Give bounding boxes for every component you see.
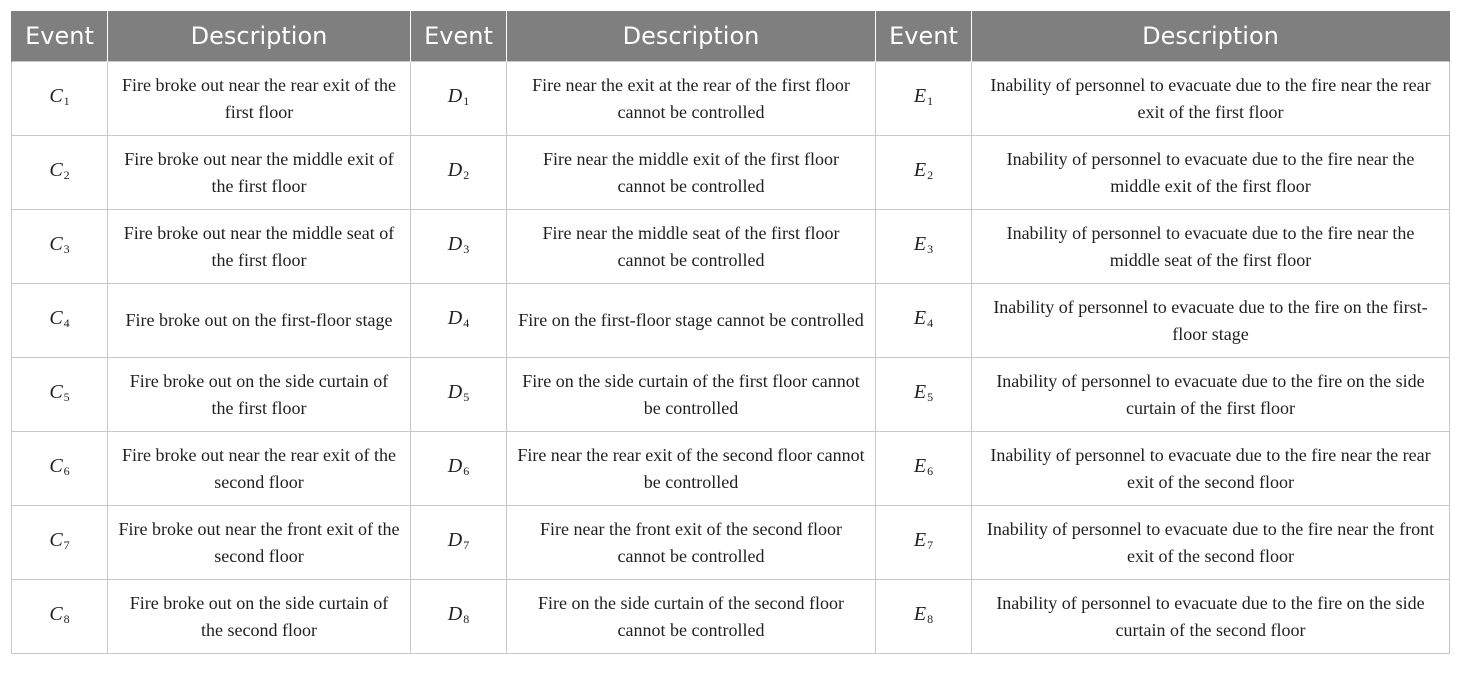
event-letter: D bbox=[447, 454, 463, 477]
description-cell: Inability of personnel to evacuate due to the fire near the front exit of the second floor bbox=[972, 506, 1450, 580]
description-cell: Inability of personnel to evacuate due to the fire on the first-floor stage bbox=[972, 284, 1450, 358]
event-subscript: 7 bbox=[927, 537, 934, 552]
description-cell: Fire near the exit at the rear of the first floor cannot be controlled bbox=[507, 62, 876, 136]
event-letter: E bbox=[913, 528, 927, 551]
event-subscript: 2 bbox=[463, 167, 470, 182]
event-cell bbox=[411, 580, 507, 654]
event-cell bbox=[12, 210, 108, 284]
table-row bbox=[12, 432, 1450, 506]
description-cell: Fire broke out near the rear exit of the first floor bbox=[108, 62, 411, 136]
event-subscript: 2 bbox=[63, 167, 70, 182]
table-row bbox=[12, 136, 1450, 210]
event-cell bbox=[12, 432, 108, 506]
header-row bbox=[12, 11, 1450, 62]
table-row bbox=[12, 580, 1450, 654]
event-cell bbox=[876, 580, 972, 654]
event-cell bbox=[12, 506, 108, 580]
description-cell: Fire near the middle exit of the first floor cannot be controlled bbox=[507, 136, 876, 210]
event-cell bbox=[876, 284, 972, 358]
header-event-d: Event bbox=[411, 11, 507, 62]
event-cell bbox=[411, 62, 507, 136]
event-cell bbox=[12, 358, 108, 432]
event-cell bbox=[876, 506, 972, 580]
header-description-d: Description bbox=[507, 11, 876, 62]
description-cell: Fire broke out near the middle seat of the first floor bbox=[108, 210, 411, 284]
event-letter: C bbox=[49, 232, 63, 255]
event-subscript: 5 bbox=[463, 389, 470, 404]
header-description-c: Description bbox=[108, 11, 411, 62]
event-subscript: 8 bbox=[63, 611, 70, 626]
event-cell bbox=[411, 432, 507, 506]
event-subscript: 8 bbox=[463, 611, 470, 626]
event-subscript: 6 bbox=[63, 463, 70, 478]
event-letter: D bbox=[447, 158, 463, 181]
table-row bbox=[12, 210, 1450, 284]
event-subscript: 1 bbox=[63, 93, 70, 108]
table-row bbox=[12, 284, 1450, 358]
description-cell: Fire broke out on the first-floor stage bbox=[108, 284, 411, 358]
event-subscript: 3 bbox=[927, 241, 934, 256]
event-letter: C bbox=[49, 306, 63, 329]
event-letter: D bbox=[447, 232, 463, 255]
event-cell bbox=[876, 136, 972, 210]
event-subscript: 7 bbox=[463, 537, 470, 552]
description-cell: Fire broke out on the side curtain of the first floor bbox=[108, 358, 411, 432]
event-subscript: 7 bbox=[63, 537, 70, 552]
event-cell bbox=[876, 432, 972, 506]
event-letter: C bbox=[49, 454, 63, 477]
description-cell: Inability of personnel to evacuate due to the fire near the middle seat of the first floor bbox=[972, 210, 1450, 284]
description-cell: Fire broke out near the middle exit of the first floor bbox=[108, 136, 411, 210]
description-cell: Fire on the first-floor stage cannot be controlled bbox=[507, 284, 876, 358]
event-letter: D bbox=[447, 306, 463, 329]
header-event-e: Event bbox=[876, 11, 972, 62]
event-letter: D bbox=[447, 84, 463, 107]
description-cell: Fire near the front exit of the second floor cannot be controlled bbox=[507, 506, 876, 580]
event-letter: C bbox=[49, 602, 63, 625]
event-letter: C bbox=[49, 84, 63, 107]
event-letter: C bbox=[49, 380, 63, 403]
event-cell bbox=[411, 358, 507, 432]
event-subscript: 4 bbox=[927, 315, 934, 330]
header-event-c: Event bbox=[12, 11, 108, 62]
event-cell bbox=[876, 210, 972, 284]
table-row bbox=[12, 62, 1450, 136]
event-cell bbox=[411, 284, 507, 358]
event-letter: D bbox=[447, 380, 463, 403]
event-cell bbox=[411, 506, 507, 580]
event-subscript: 3 bbox=[463, 241, 470, 256]
event-subscript: 3 bbox=[63, 241, 70, 256]
event-letter: E bbox=[913, 602, 927, 625]
description-cell: Fire on the side curtain of the second floor cannot be controlled bbox=[507, 580, 876, 654]
event-cell bbox=[411, 210, 507, 284]
event-subscript: 5 bbox=[927, 389, 934, 404]
event-cell bbox=[411, 136, 507, 210]
description-cell: Inability of personnel to evacuate due to the fire near the middle exit of the first floor bbox=[972, 136, 1450, 210]
event-letter: E bbox=[913, 84, 927, 107]
event-letter: E bbox=[913, 232, 927, 255]
description-cell: Inability of personnel to evacuate due to the fire on the side curtain of the first floor bbox=[972, 358, 1450, 432]
description-cell: Fire on the side curtain of the first floor cannot be controlled bbox=[507, 358, 876, 432]
event-cell bbox=[12, 284, 108, 358]
event-subscript: 8 bbox=[927, 611, 934, 626]
event-letter: C bbox=[49, 158, 63, 181]
event-cell bbox=[12, 580, 108, 654]
description-cell: Fire near the middle seat of the first floor cannot be controlled bbox=[507, 210, 876, 284]
header-description-e: Description bbox=[972, 11, 1450, 62]
event-subscript: 4 bbox=[63, 315, 70, 330]
description-cell: Inability of personnel to evacuate due to the fire near the rear exit of the second floor bbox=[972, 432, 1450, 506]
event-cell bbox=[876, 62, 972, 136]
event-cell bbox=[12, 136, 108, 210]
description-cell: Inability of personnel to evacuate due to the fire on the side curtain of the second floor bbox=[972, 580, 1450, 654]
table-row bbox=[12, 358, 1450, 432]
event-subscript: 6 bbox=[463, 463, 470, 478]
event-letter: D bbox=[447, 602, 463, 625]
event-subscript: 4 bbox=[463, 315, 470, 330]
table-row bbox=[12, 506, 1450, 580]
event-subscript: 1 bbox=[927, 93, 934, 108]
event-cell bbox=[876, 358, 972, 432]
description-cell: Fire broke out near the rear exit of the second floor bbox=[108, 432, 411, 506]
event-cell bbox=[12, 62, 108, 136]
description-cell: Inability of personnel to evacuate due to the fire near the rear exit of the first floor bbox=[972, 62, 1450, 136]
event-subscript: 2 bbox=[927, 167, 934, 182]
events-table bbox=[11, 11, 1450, 654]
description-cell: Fire broke out near the front exit of the second floor bbox=[108, 506, 411, 580]
event-letter: E bbox=[913, 158, 927, 181]
event-letter: C bbox=[49, 528, 63, 551]
event-letter: E bbox=[913, 380, 927, 403]
event-letter: E bbox=[913, 454, 927, 477]
description-cell: Fire near the rear exit of the second floor cannot be controlled bbox=[507, 432, 876, 506]
event-subscript: 1 bbox=[463, 93, 470, 108]
event-subscript: 5 bbox=[63, 389, 70, 404]
event-letter: E bbox=[913, 306, 927, 329]
event-letter: D bbox=[447, 528, 463, 551]
description-cell: Fire broke out on the side curtain of the second floor bbox=[108, 580, 411, 654]
event-subscript: 6 bbox=[927, 463, 934, 478]
